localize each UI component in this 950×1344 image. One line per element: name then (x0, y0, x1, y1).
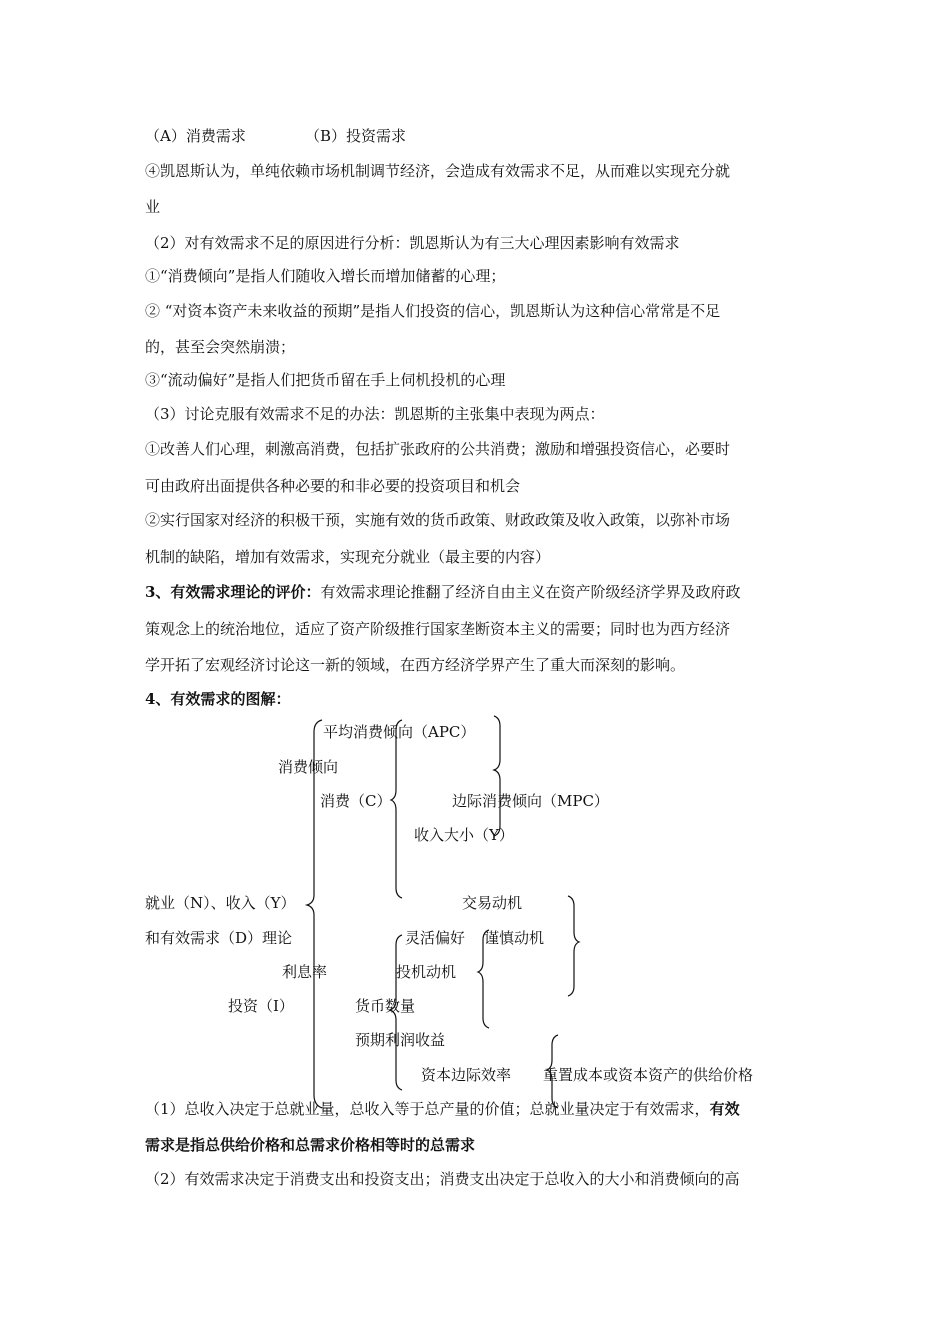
paragraph-line: ② “对资本资产未来收益的预期”是指人们投资的信心，凯恩斯认为这种信心常常是不足 (145, 302, 721, 320)
paragraph-line: 策观念上的统治地位，适应了资产阶级推行国家垄断资本主义的需要；同时也为西方经济 (145, 620, 731, 638)
label-mec: 资本边际效率 (421, 1066, 512, 1084)
paragraph-line: ②实行国家对经济的积极干预，实施有效的货币政策、财政政策及收入政策，以弥补市场 (145, 511, 731, 529)
paragraph-line: （3）讨论克服有效需求不足的办法：凯恩斯的主张集中表现为两点： (145, 405, 605, 423)
paragraph-line: 的，甚至会突然崩溃； (145, 338, 296, 356)
label-liquidity-preference: 灵活偏好 (405, 929, 466, 947)
brace-consumption (391, 720, 402, 898)
label-investment: 投资（I） (228, 997, 294, 1015)
label-mpc: 边际消费倾向（MPC） (452, 792, 609, 810)
paragraph-line: ③“流动偏好”是指人们把货币留在手上伺机投机的心理 (145, 371, 506, 389)
label-speculative-motive: 投机动机 (396, 963, 457, 981)
label-interest-rate: 利息率 (282, 963, 328, 981)
label-apc: 平均消费倾向（APC） (323, 723, 476, 741)
option-a: （A）消费需求 (145, 127, 246, 145)
brace-mpc (494, 716, 500, 836)
label-effective-demand: 和有效需求（D）理论 (145, 929, 293, 947)
paragraph-line: ①“消费倾向”是指人们随收入增长而增加储蓄的心理； (145, 267, 506, 285)
brace-main (307, 720, 322, 1108)
brace-motives (568, 896, 579, 996)
paragraph-line: 机制的缺陷，增加有效需求，实现充分就业（最主要的内容） (145, 548, 551, 566)
paragraph-line: （2）对有效需求不足的原因进行分析：凯恩斯认为有三大心理因素影响有效需求 (145, 234, 680, 252)
paragraph-line: （1）总收入决定于总就业量，总收入等于总产量的价值；总就业量决定于有效需求，有效 (145, 1100, 740, 1118)
label-replacement-cost: 重置成本或资本资产的供给价格 (543, 1066, 754, 1084)
label-consumption: 消费（C） (320, 792, 392, 810)
paragraph-line: 学开拓了宏观经济讨论这一新的领域，在西方经济学界产生了重大而深刻的影响。 (145, 656, 686, 674)
paragraph-line: 3、有效需求理论的评价：有效需求理论推翻了经济自由主义在资产阶级经济学界及政府政 (145, 583, 741, 601)
section-heading: 3、有效需求理论的评价： (145, 583, 321, 601)
option-b: （B）投资需求 (305, 127, 407, 145)
label-consumption-tendency: 消费倾向 (278, 758, 339, 776)
label-income-size: 收入大小（Y） (414, 826, 514, 844)
label-precautionary-motive: 谨慎动机 (484, 929, 545, 947)
paragraph-line: ④凯恩斯认为，单纯依赖市场机制调节经济，会造成有效需求不足，从而难以实现充分就 (145, 162, 731, 180)
label-expected-profit: 预期利润收益 (355, 1031, 446, 1049)
paragraph-line: 可由政府出面提供各种必要的和非必要的投资项目和机会 (145, 477, 521, 495)
paragraph-line: （2）有效需求决定于消费支出和投资支出；消费支出决定于总收入的大小和消费倾向的高 (145, 1170, 740, 1188)
paragraph-line: ①改善人们心理，刺激高消费，包括扩张政府的公共消费；激励和增强投资信心，必要时 (145, 440, 731, 458)
label-transaction-motive: 交易动机 (462, 894, 523, 912)
label-employment: 就业（N）、收入（Y） (145, 894, 296, 912)
label-money-quantity: 货币数量 (355, 997, 416, 1015)
paragraph-line: 需求是指总供给价格和总需求价格相等时的总需求 (145, 1136, 476, 1154)
section-heading: 4、有效需求的图解： (145, 690, 291, 708)
paragraph-line: 业 (145, 198, 161, 216)
